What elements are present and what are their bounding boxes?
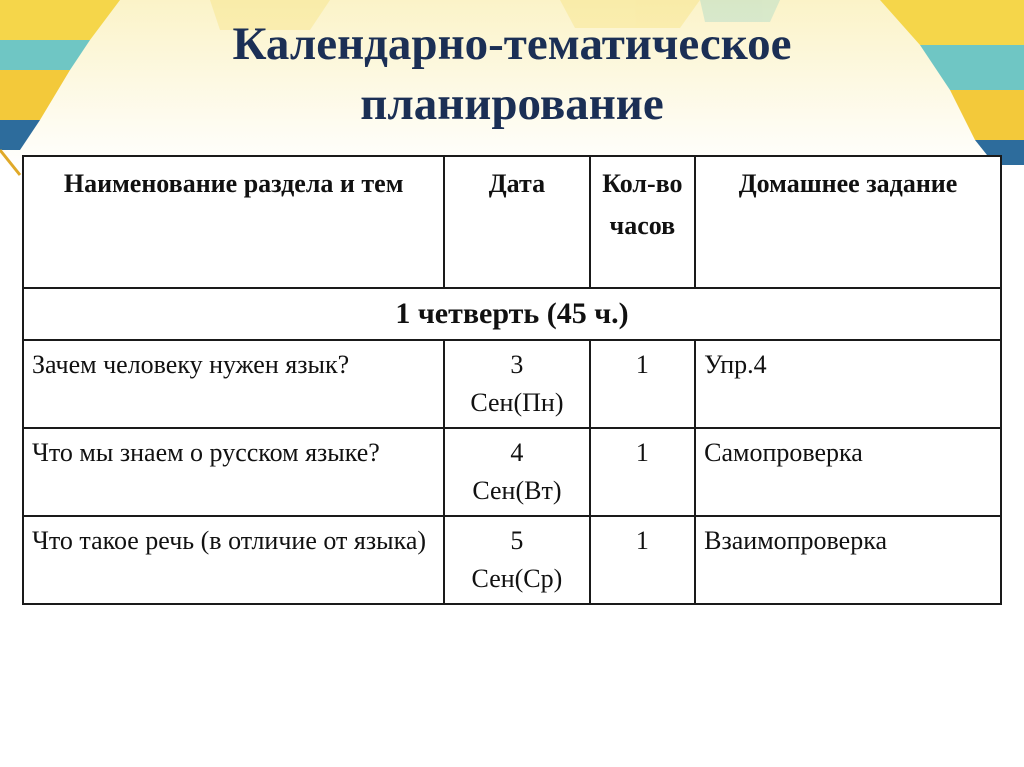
row-topic: Что мы знаем о русском языке? bbox=[23, 428, 444, 516]
row-homework: Самопроверка bbox=[695, 428, 1001, 516]
table-row bbox=[23, 340, 1001, 428]
row-topic: Что такое речь (в отличие от языка) bbox=[23, 516, 444, 604]
header-hours: Кол-во часов bbox=[590, 156, 696, 288]
row-hours: 1 bbox=[590, 516, 696, 604]
title-line-2: планирование bbox=[360, 78, 664, 130]
row-homework: Упр.4 bbox=[695, 340, 1001, 428]
row-homework: Взаимопроверка bbox=[695, 516, 1001, 604]
quarter-row bbox=[23, 288, 1001, 340]
table-row bbox=[23, 516, 1001, 604]
row-date bbox=[444, 516, 589, 604]
header-name: Наименование раздела и тем bbox=[23, 156, 444, 288]
table-header-row bbox=[23, 156, 1001, 288]
row-date-day: 4 bbox=[510, 438, 524, 467]
row-date-day: 5 bbox=[510, 526, 524, 555]
row-date bbox=[444, 340, 589, 428]
row-hours: 1 bbox=[590, 428, 696, 516]
row-date-text: Сен(Пн) bbox=[470, 388, 564, 417]
table-row bbox=[23, 428, 1001, 516]
quarter-label: 1 четверть (45 ч.) bbox=[23, 288, 1001, 340]
row-date-text: Сен(Ср) bbox=[471, 564, 563, 593]
header-homework: Домашнее задание bbox=[695, 156, 1001, 288]
row-hours: 1 bbox=[590, 340, 696, 428]
page-title bbox=[0, 14, 1024, 134]
header-date: Дата bbox=[444, 156, 589, 288]
row-date-day: 3 bbox=[510, 350, 524, 379]
row-topic: Зачем человеку нужен язык? bbox=[23, 340, 444, 428]
row-date bbox=[444, 428, 589, 516]
planning-table bbox=[22, 155, 1002, 605]
row-date-text: Сен(Вт) bbox=[472, 476, 562, 505]
title-line-1: Календарно-тематическое bbox=[232, 18, 792, 70]
